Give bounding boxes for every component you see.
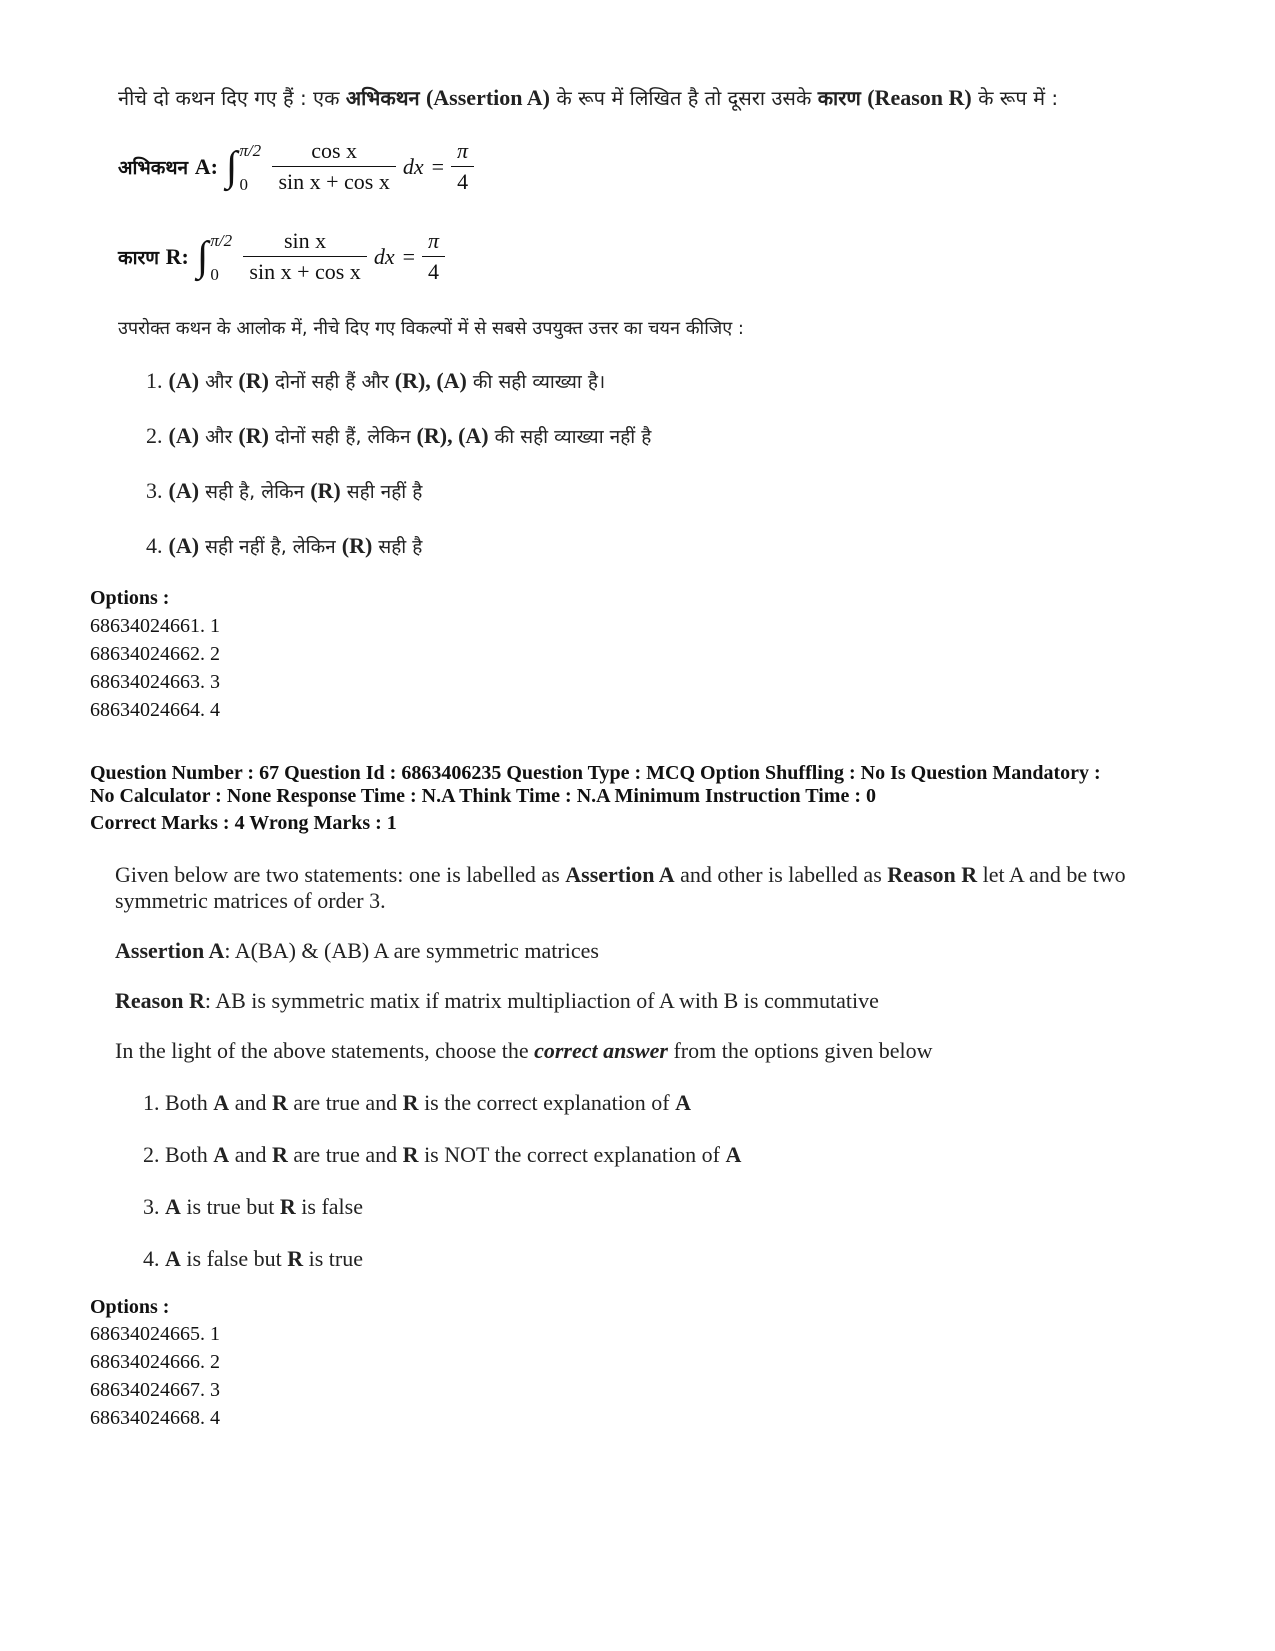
question-meta [90, 762, 1210, 835]
meta-line-3: Correct Marks : 4 Wrong Marks : 1 [90, 812, 397, 834]
assertion-integral: ∫ π/2 0 $\frac{\text{cos x}}{\text{sin x + cos x}}$ dx = $\frac{\pi}{4}$ [226, 138, 477, 195]
option-line: 68634024668. 4 [90, 1407, 220, 1429]
option-line: 68634024662. 2 [90, 643, 220, 665]
q1-intro [118, 84, 1058, 111]
q1-intro-text: नीचे दो कथन दिए गए हैं : एक [118, 86, 346, 110]
options-title: Options : [90, 587, 170, 609]
option-line: 68634024664. 4 [90, 699, 220, 721]
q1-assertion [118, 138, 477, 195]
q1-choice-2: 2. (A) और (R) दोनों सही हैं, लेकिन (R), (A) की सही व्याख्या नहीं है [146, 423, 652, 448]
reason-label: कारण R: [118, 243, 189, 269]
q2-choice-4: 4. A is false but R is true [143, 1246, 363, 1271]
option-line: 68634024666. 2 [90, 1351, 220, 1373]
q2-choice-2: 2. Both A and R are true and R is NOT the correct explanation of A [143, 1142, 742, 1167]
q1-intro-assert-en: (Assertion A) [425, 85, 551, 110]
option-line: 68634024663. 3 [90, 671, 220, 693]
option-line: 68634024665. 1 [90, 1323, 220, 1345]
q1-intro-assert-word: अभिकथन [345, 86, 420, 110]
q2-assertion: Assertion A: A(BA) & (AB) A are symmetric matrices [115, 938, 599, 963]
option-line: 68634024661. 1 [90, 615, 220, 637]
assertion-label: अभिकथन A: [118, 153, 218, 179]
reason-integral: ∫ π/2 0 $\frac{\text{sin x}}{\text{sin x + cos x}}$ dx = $\frac{\pi}{4}$ [197, 228, 448, 285]
q2-intro: Given below are two statements: one is labelled as Assertion A and other is labelled as Reason R let A and be two symmetric matrices of order 3. [115, 862, 1126, 913]
q1-intro-reason-word: कारण [817, 86, 861, 110]
q2-reason: Reason R: AB is symmetric matix if matrix multipliaction of A with B is commutative [115, 988, 879, 1013]
meta-line-1: Question Number : 67 Question Id : 6863406235 Question Type : MCQ Option Shuffling : No Is Question Mandatory : [90, 762, 1101, 784]
q2-instruction: In the light of the above statements, choose the correct answer from the options given below [115, 1038, 933, 1063]
q1-choice-1: 1. (A) और (R) दोनों सही हैं और (R), (A) की सही व्याख्या है। [146, 368, 606, 393]
q2-choice-1: 1. Both A and R are true and R is the correct explanation of A [143, 1090, 692, 1115]
q1-choice-4: 4. (A) सही नहीं है, लेकिन (R) सही है [146, 533, 423, 558]
q2-choice-3: 3. A is true but R is false [143, 1194, 363, 1219]
q1-instruction: उपरोक्त कथन के आलोक में, नीचे दिए गए विकल्पों में से सबसे उपयुक्त उत्तर का चयन कीजिए : [118, 318, 744, 339]
option-line: 68634024667. 3 [90, 1379, 220, 1401]
q1-intro-post: के रूप में : [971, 86, 1059, 110]
q1-choice-3: 3. (A) सही है, लेकिन (R) सही नहीं है [146, 478, 423, 503]
options-title: Options : [90, 1296, 170, 1318]
q1-intro-mid: के रूप में लिखित है तो दूसरा उसके [550, 86, 818, 110]
q1-intro-reason-en: (Reason R) [867, 85, 972, 110]
meta-line-2: No Calculator : None Response Time : N.A Think Time : N.A Minimum Instruction Time : 0 [90, 785, 876, 807]
q1-reason [118, 228, 448, 285]
